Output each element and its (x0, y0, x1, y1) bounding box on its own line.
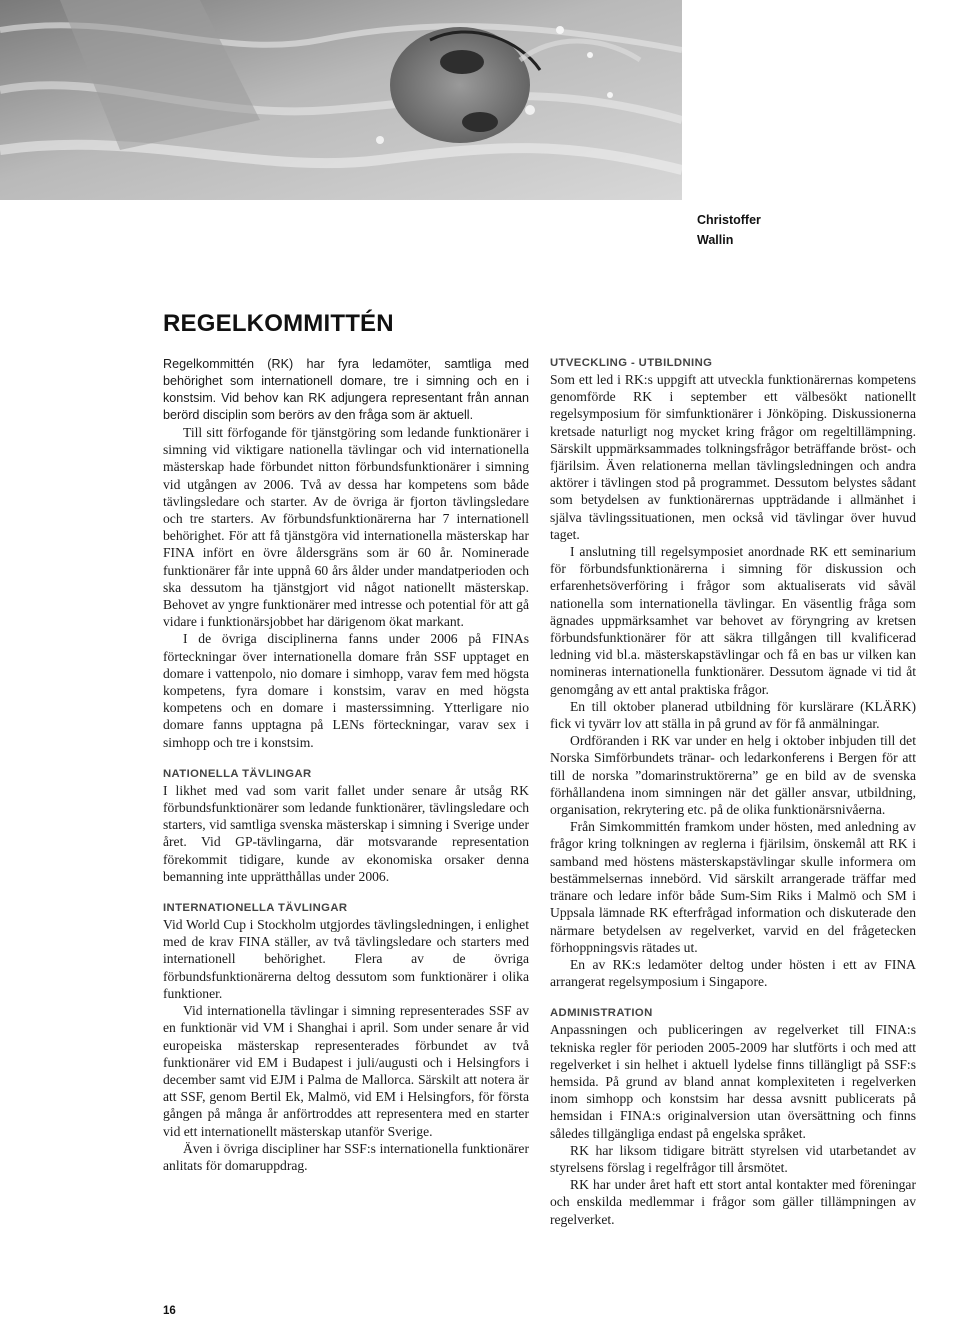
swimmer-photo-image (0, 0, 682, 200)
section-heading-internationella: INTERNATIONELLA TÄVLINGAR (163, 902, 348, 915)
swimmer-photo (0, 0, 682, 200)
paragraph: I de övriga disciplinerna fanns under 2006 på FINAs förteckningar över internationella domare från SSF upptaget en domare i vattenpolo, nio domare i simhopp, varav fem med högsta kompetens, fyra domare i konstsim, varav en med högsta kompetens och en domare i masterssimning. Ytterligare nio domare fanns upptagna på LENs förteckningar, varav sex i simhopp och tre i konstsim. (163, 631, 529, 750)
page-title: REGELKOMMITTÉN (163, 310, 394, 337)
paragraph: I likhet med vad som varit fallet under senare år utsåg RK förbundsfunktionärer som ledande funktionärer, tävlingsledare och starters, vid samtliga svenska mästerskap i simning i Sverige under året. Vid GP-tävlingarna, där motsvarande representation förekommit tidigare, kunde av ekonomiska orsaker denna bemanning inte upprätthållas under 2006. (163, 782, 529, 884)
section-heading-administration: ADMINISTRATION (550, 1007, 653, 1020)
paragraph: RK har under året haft ett stort antal kontakter med föreningar och enskilda medlemmar i frågor som gäller tillämpningen av regelverket. (550, 1177, 916, 1227)
paragraph: Ordföranden i RK var under en helg i oktober inbjuden till det Norska Simförbundets tränar- och ledarkonferens i Bergen för att till de norska ”domarinstruktörerna” ge en bild av de svenska förhållandena inom simningen när det gäller ansvar, utbildning, organisation, rekrytering etc. på de olika funktionärsnivåerna. (550, 733, 916, 818)
intro-paragraph: Regelkommittén (RK) har fyra ledamöter, samtliga med behörighet som internationell domare, tre i simning och en i konstsim. Vid behov kan RK adjungera representant från annan berörd disciplin som berörs av den fråga som är aktuell. (163, 357, 529, 422)
paragraph: Anpassningen och publiceringen av regelverket till FINA:s tekniska regler för perioden 2005-2009 har slutförts i och med att regelverket i sin helhet i aktuell lydelse finns tillängligt på SSF:s hemsida. På grund av bland annat komplexiteten i regelverken inom simhopp och konstsim har dessa avsnitt publicerats på hemsidan i FINA:s originalversion utan översättning och finns således tillgängliga endast på engelska språket. (550, 1022, 916, 1141)
photo-caption (697, 210, 761, 250)
section-heading-nationella: NATIONELLA TÄVLINGAR (163, 767, 312, 780)
paragraph: Som ett led i RK:s uppgift att utveckla funktionärernas kompetens genomförde RK i september ett välbesökt nationellt regelsymposium för simfunktionärer i Jönköping. Diskussionerna kretsade naturligt nog mycket kring frågor om regeltillämpning. Särskilt uppmärksammades tolkningsfrågor beträffande bröst- och fjärilsim. Även relationerna mellan tävlingsledningen och andra aktörer i tävlingen stod på programmet. Dessutom belystes sådant som betydelsen av funktionärernas uppträdande i allmänhet i själva tävlingssituationen, men också vid tävlingar över huvud taget. (550, 372, 916, 542)
paragraph: En av RK:s ledamöter deltog under hösten i ett av FINA arrangerat regelsymposium i Singapore. (550, 956, 916, 990)
paragraph: Vid World Cup i Stockholm utgjordes tävlingsledningen, i enlighet med de krav FINA ställer, av två tävlingsledare och starters med internationell behörighet. Flera av de övriga förbundsfunktionärerna deltog dessutom som funktionärer i olika funktioner. (163, 917, 529, 1001)
page-number: 16 (163, 1305, 176, 1317)
section-heading-utveckling: UTVECKLING - UTBILDNING (550, 357, 713, 369)
paragraph: RK har liksom tidigare biträtt styrelsen vid utarbetandet av styrelsens förslag i regelfrågor till årsmötet. (550, 1142, 916, 1175)
left-column (163, 356, 529, 1174)
paragraph: Vid internationella tävlingar i simning representerades SSF av en funktionär vid VM i Shanghai i april. Som under senare år vid europeiska mästerskap representerades förbundet av två funktionärer vid EM i Budapest i juli/augusti och i Helsingfors i december samt vid EJM i Palma de Mallorca. Särskilt att notera är att SSF, genom Bertil Ek, Malmö, vid EM i Helsingfors, för första gången på många år anförtroddes att representera med en starter vid ett internationellt mästerskap utanför Sverige. (163, 1003, 529, 1139)
paragraph: I anslutning till regelsymposiet anordnade RK ett seminarium för förbundsfunktionärerna i simning för diskussion och erfarenhetsöverföring i frågor som aktualiserats vid såväl nationella som internationella tävlingar. En väsentlig fråga som ägnades uppmärksamhet var behovet av föryngring av kretsen förbundsfunktionärer för att säkra tillgången till kvalificerad ledning vid bl.a. mästerskapstävlingar och få en bas ur vilken kan nomineras internationella funktionärer. Dessutom ägnade vi tid åt genomgång av ett antal praktiska frågor. (550, 544, 916, 697)
paragraph: Till sitt förfogande för tjänstgöring som ledande funktionärer i simning vid viktigare nationella tävlingar och vid internationella mästerskap hade förbundet nitton förbundsfunktionärer i simning vid utgången av 2006. Två av dessa har kompetens som både tävlingsledare och starter. Av de övriga är fjorton tävlingsledare och tre starters. Av förbundsfunktionärerna har 7 internationell behörighet. För att få tjänstgöra vid internationella mästerskap har FINA infört en övre åldersgräns som är 60 år. Nominerade funktionärer får inte uppnå 60 års ålder under mandatperioden och ska dessutom ha tjänstgjort vid något nationellt mästerskap. Behovet av yngre funktionärer med intresse och potential för att gå vidare i funktionärsjobbet har därigenom ökat markant. (163, 425, 529, 630)
right-column (550, 356, 916, 1228)
paragraph: Även i övriga discipliner har SSF:s internationella funktionärer anlitats för domaruppdrag. (163, 1140, 529, 1173)
caption-line-2: Wallin (697, 233, 734, 247)
paragraph: Från Simkommittén framkom under hösten, med anledning av frågor kring tolkningen av reglerna i fjärilsim, önskemål att RK i samband med höstens mästerskapstävlingar skulle informera om bestämmelsernas innebörd. Vid särskilt arrangerade träffar med tränare och ledare inför både Sum-Sim Riks i Malmö och SM i Uppsala lämnade RK efterfrågad information och diskuterade den närmare betydelsen av regelverket, varvid en del frågetecken förhoppningsvis rätades ut. (550, 819, 916, 955)
paragraph: En till oktober planerad utbildning för kurslärare (KLÄRK) fick vi tyvärr lov att ställa in på grund av för få anmälningar. (550, 698, 916, 732)
caption-line-1: Christoffer (697, 213, 761, 227)
